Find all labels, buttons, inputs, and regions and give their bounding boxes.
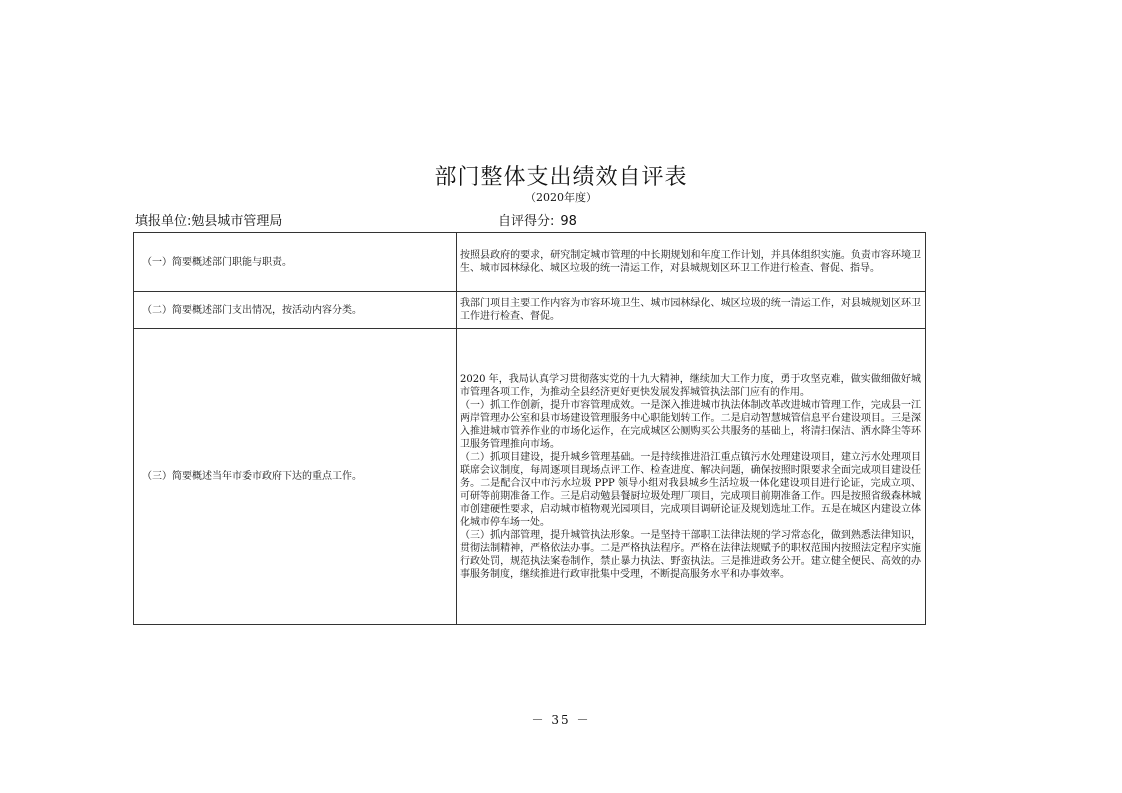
page-number: － 35 － [531, 713, 591, 727]
row-content [457, 329, 926, 625]
content-paragraph: （三）抓内部管理，提升城管执法形象。一是坚持干部职工法律法规的学习常态化，做到熟悉法律知识，贯彻法制精神，严格依法办事。二是严格执法程序。严格在法律法规赋予的职权范围内按照法定程序实施行政处罚，规范执法案卷制作，禁止暴力执法、野蛮执法。三是推进政务公开。建立健全便民、高效的办事服务制度，继续推进行政审批集中受理，不断提高服务水平和办事效率。 [460, 529, 921, 580]
reporting-unit [135, 210, 282, 229]
score-value: 98 [560, 214, 577, 229]
reporting-unit-label: 填报单位: [135, 214, 192, 229]
reporting-unit-name: 勉县城市管理局 [191, 214, 283, 229]
row-label: （二）简要概述部门支出情况，按活动内容分类。 [134, 292, 457, 329]
content-paragraph: （一）抓工作创新，提升市容管理成效。一是深入推进城市执法体制改革改进城市管理工作，完成县一江两岸管理办公室和县市场建设管理服务中心职能划转工作。二是启动智慧城管信息平台建设项目。三是深入推进城市管养作业的市场化运作，在完成城区公厕购买公共服务的基础上，将清扫保洁、洒水降尘等环卫服务管理推向市场。 [460, 399, 921, 450]
score-label: 自评得分: [498, 214, 555, 229]
content-paragraph: 按照县政府的要求，研究制定城市管理的中长期规划和年度工作计划，并具体组织实施。负责市容环境卫生、城市园林绿化、城区垃圾的统一清运工作，对县城规划区环卫工作进行检查、督促、指导。 [460, 250, 921, 274]
content-paragraph: （二）抓项目建设，提升城乡管理基础。一是持续推进沿江重点镇污水处理建设项目，建立污水处理项目联席会议制度，每周逐项目现场点评工作、检查进度、解决问题，确保按照时限要求全面完成项目建设任务。二是配合汉中市污水垃圾 PPP 领导小组对我县城乡生活垃圾一体化建设项目进行论证，完成立项、可研等前期准备工作。三是启动勉县餐厨垃圾处理厂项目，完成项目前期准备工作。四是按照省级森林城市创建硬性要求，启动城市植物观光园项目，完成项目调研论证及规划选址工作。五是在城区内建设立体化城市停车场一处。 [460, 451, 921, 528]
content-paragraph: 我部门项目主要工作内容为市容环境卫生、城市园林绿化、城区垃圾的统一清运工作，对县城规划区环卫工作进行检查、督促。 [460, 298, 921, 322]
row-label: （三）简要概述当年市委市政府下达的重点工作。 [134, 329, 457, 625]
table-row [134, 292, 926, 329]
self-evaluation-score [498, 210, 577, 229]
table-row [134, 329, 926, 625]
row-content [457, 292, 926, 329]
year-note: （2020年度） [525, 191, 597, 204]
content-paragraph: 2020 年，我局认真学习贯彻落实党的十九大精神，继续加大工作力度，勇于攻坚克难，做实做细做好城市管理各项工作，为推动全县经济更好更快发展发挥城管执法部门应有的作用。 [460, 373, 921, 398]
row-label: （一）简要概述部门职能与职责。 [134, 233, 457, 292]
evaluation-table [133, 232, 926, 625]
document-title: 部门整体支出绩效自评表 [434, 165, 688, 190]
row-content [457, 233, 926, 292]
table-row [134, 233, 926, 292]
